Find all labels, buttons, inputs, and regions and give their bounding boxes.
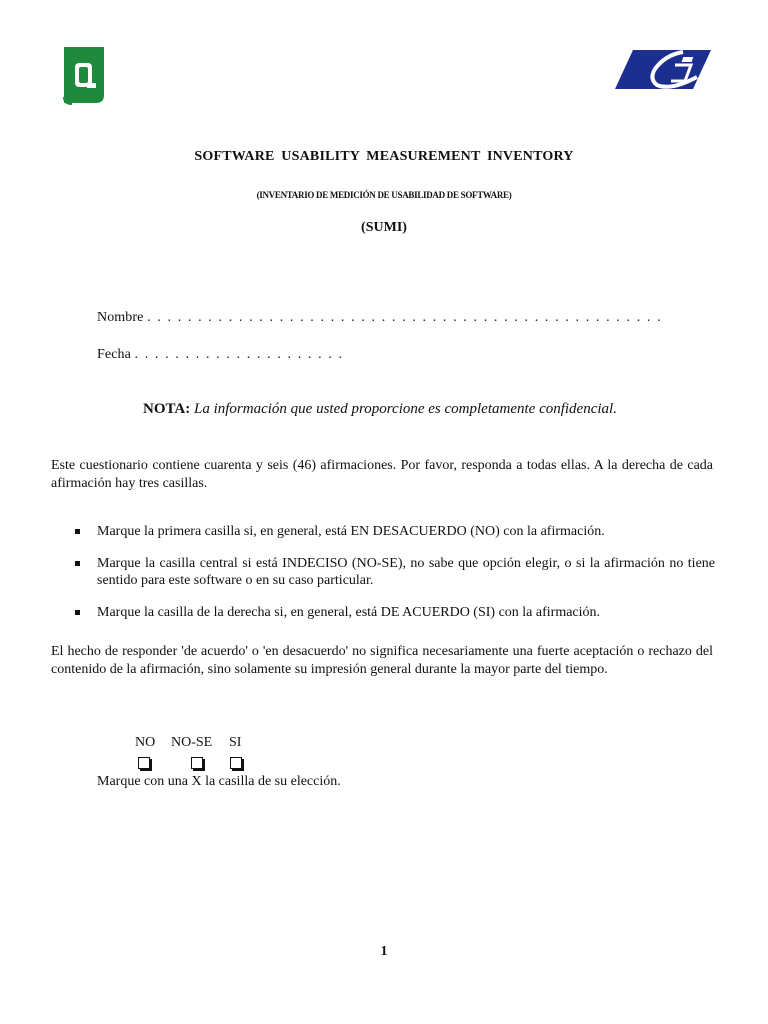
instruction-item [75, 555, 715, 589]
document-acronym: (SUMI) [361, 220, 407, 235]
intro-paragraph: Este cuestionario contiene cuarenta y seis (46) afirmaciones. Por favor, responda a todas ellas. A la derecha de cada afirmación hay tres casillas. [51, 458, 713, 491]
checkbox-nose-icon[interactable] [191, 757, 203, 769]
instruction-item [75, 523, 715, 540]
institution-logo [613, 47, 713, 92]
university-logo [62, 47, 106, 105]
note-label: NOTA: [143, 401, 191, 417]
instructions-list [75, 523, 715, 636]
date-field [97, 347, 344, 363]
document-subtitle: (INVENTARIO DE MEDICIÓN DE USABILIDAD DE SOFTWARE) [256, 190, 512, 200]
name-label: Nombre [97, 310, 144, 325]
checkbox-no-icon[interactable] [138, 757, 150, 769]
name-field [97, 310, 662, 326]
document-title: SOFTWARE USABILITY MEASUREMENT INVENTORY [194, 149, 574, 164]
legend-no-label: NO [135, 735, 156, 750]
name-blank: . . . . . . . . . . . . . . . . . . . . . . . . . . . . . . . . . . . . . . . . . . . . . . . . . . . [147, 310, 663, 325]
confidentiality-note [143, 401, 617, 418]
note-text: La información que usted proporcione es completamente confidencial. [193, 401, 617, 417]
legend-nose-label: NO-SE [171, 735, 213, 750]
checkbox-si-icon[interactable] [230, 757, 242, 769]
instruction-item [75, 604, 715, 621]
legend-si-label: SI [229, 735, 242, 750]
checkbox-instruction: Marque con una X la casilla de su elección. [97, 774, 341, 789]
bullet-icon [75, 561, 80, 566]
instruction-text: Marque la casilla central si está INDECISO (NO-SE), no sabe que opción elegir, o si la afirmación no tiene sentido para este software o en su caso particular. [97, 556, 715, 588]
bullet-icon [75, 610, 80, 615]
date-label: Fecha [97, 347, 131, 362]
instruction-text: Marque la primera casilla si, en general, está EN DESACUERDO (NO) con la afirmación. [97, 524, 605, 539]
instruction-text: Marque la casilla de la derecha si, en general, está DE ACUERDO (SI) con la afirmación. [97, 605, 601, 620]
clarification-paragraph: El hecho de responder 'de acuerdo' o 'en desacuerdo' no significa necesariamente una fuerte aceptación o rechazo del contenido de la afirmación, sino solamente su impresión general durante la mayor parte del tiempo. [51, 644, 713, 677]
bullet-icon [75, 529, 80, 534]
date-blank: . . . . . . . . . . . . . . . . . . . . . [134, 347, 344, 362]
page-number: 1 [380, 944, 388, 959]
